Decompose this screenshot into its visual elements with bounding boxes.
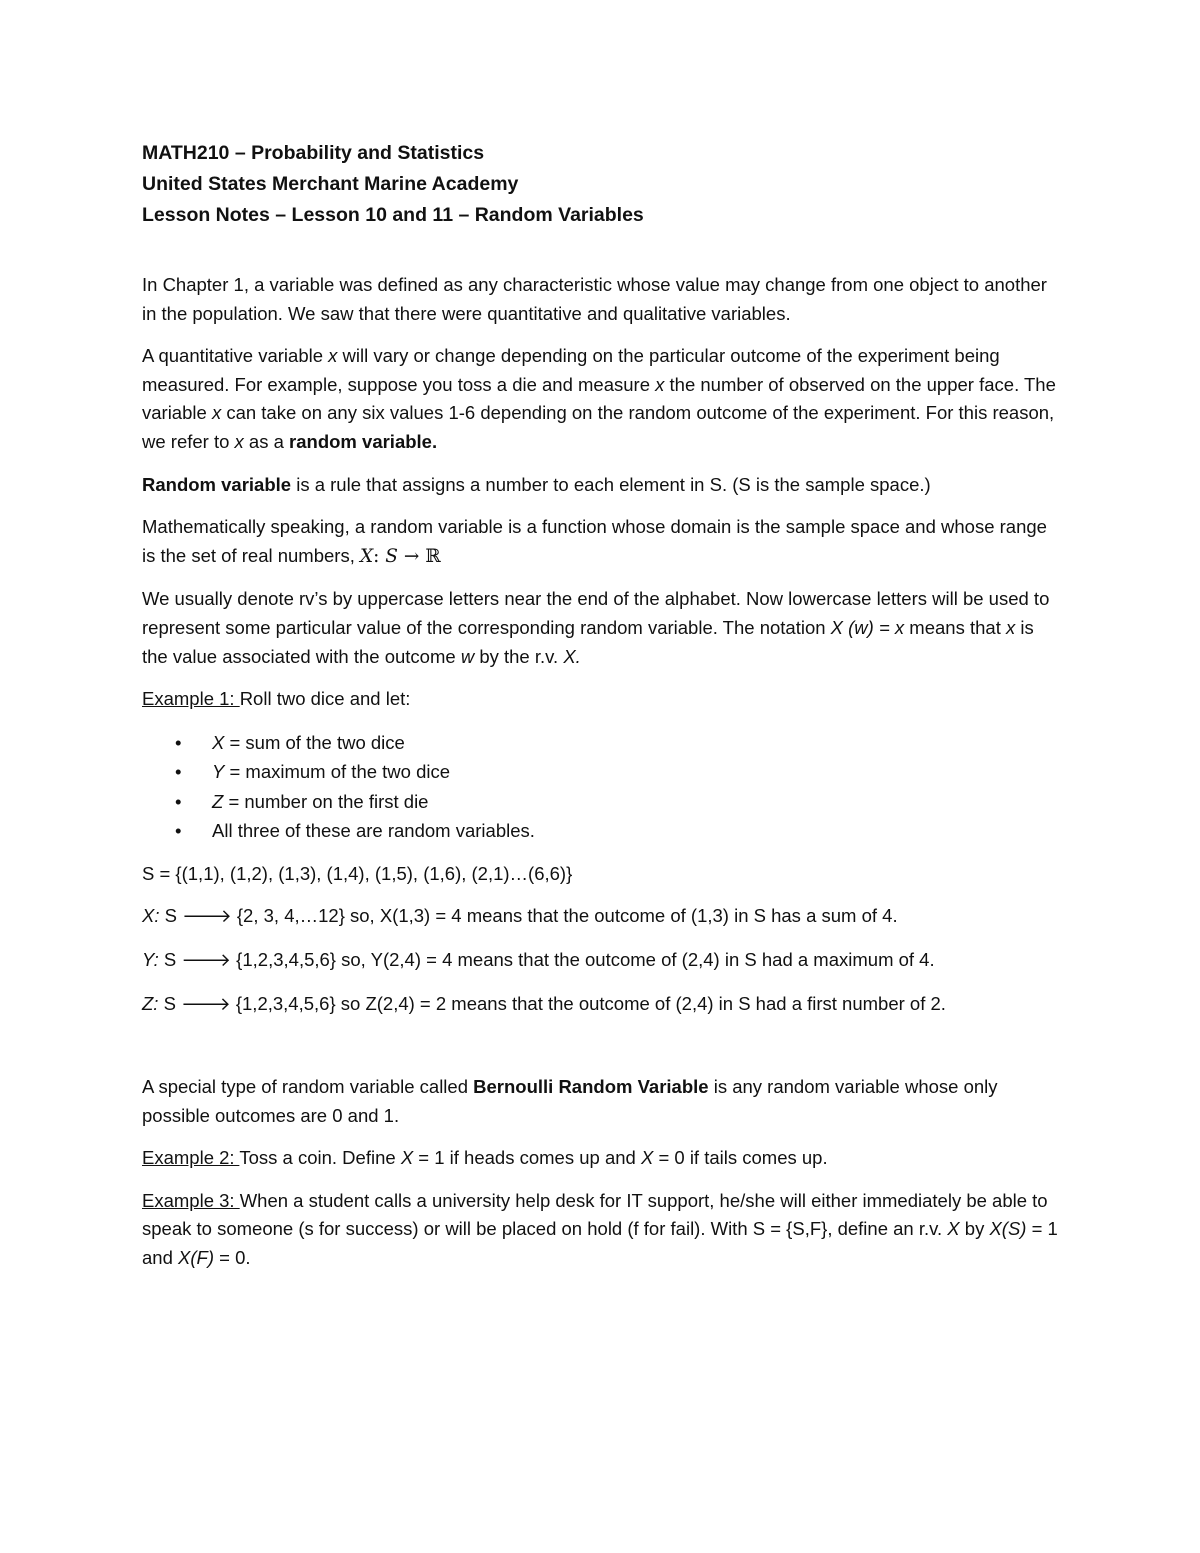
bullet-var: X xyxy=(212,731,225,753)
intro-paragraph: In Chapter 1, a variable was defined as any characteristic whose value may change from one object to another in the population. We saw that there were quantitative and qualitative variables. xyxy=(142,274,1047,324)
bullet-text: = number on the first die xyxy=(223,790,429,812)
var-X: X xyxy=(400,1147,414,1169)
list-item xyxy=(142,787,1058,817)
list-item xyxy=(142,757,1058,787)
text-run: is the value associated with the outcome xyxy=(142,616,1034,667)
bullet-text: = maximum of the two dice xyxy=(224,761,451,783)
example1-heading xyxy=(142,685,1058,714)
course-title: MATH210 – Probability and Statistics xyxy=(142,142,485,164)
right-arrow-icon: 🡒 xyxy=(181,949,232,971)
var-x: x xyxy=(234,430,244,452)
defined-term: Random variable xyxy=(142,473,292,495)
example3-paragraph xyxy=(142,1187,1058,1273)
bullet-var: Y xyxy=(212,761,225,783)
bold-term: Bernoulli Random Variable xyxy=(473,1076,709,1098)
title-block xyxy=(142,138,1058,231)
text-run: as a xyxy=(243,430,290,452)
bullet-icon: • xyxy=(175,761,182,783)
text-run: = 1 and xyxy=(142,1218,1058,1269)
definition-paragraph xyxy=(142,471,1058,500)
sample-space-line: S = {(1,1), (1,2), (1,3), (1,4), (1,5), (1,6), (2,1)…(6,6)} xyxy=(142,862,573,884)
math-reals: ℝ xyxy=(425,545,441,567)
text-run: the number of observed on the upper face. The variable xyxy=(142,373,1056,424)
bullet-var: Z xyxy=(212,790,224,812)
text-run: A special type of random variable called xyxy=(142,1076,474,1098)
math-colon: : xyxy=(373,545,386,567)
bullet-text: = sum of the two dice xyxy=(224,731,405,753)
var-w: w xyxy=(460,645,475,667)
right-arrow-icon: 🡒 xyxy=(181,993,231,1015)
list-item xyxy=(142,728,1058,758)
var-x: x xyxy=(211,402,222,424)
example-label: Example 2: xyxy=(142,1147,240,1169)
bullet-icon: • xyxy=(175,790,182,812)
text-run: A quantitative variable xyxy=(142,345,329,367)
bullet-icon: • xyxy=(175,731,182,753)
text-run: {1,2,3,4,5,6} so Z(2,4) = 2 means that the outcome of (2,4) in S had a first number of 2. xyxy=(230,992,946,1014)
var-x: x xyxy=(1005,616,1016,638)
example-text: Roll two dice and let: xyxy=(239,688,411,710)
lesson-title: Lesson Notes – Lesson 10 and 11 – Random Variables xyxy=(142,204,644,226)
bullet-text: All three of these are random variables. xyxy=(212,820,535,842)
document-page xyxy=(142,138,1058,1287)
mapping-line-y xyxy=(142,946,1058,976)
bernoulli-paragraph xyxy=(142,1073,1058,1130)
text-run: S xyxy=(159,905,183,927)
mapping-line-x xyxy=(142,902,1058,932)
var-XF: X(F) xyxy=(178,1247,214,1269)
text-run: Mathematically speaking, a random variable is a function whose domain is the sample space and whose range is the set of real numbers, xyxy=(142,516,1047,566)
text-run: can take on any six values 1-6 depending on the random outcome of the experiment. For this reason, we refer to xyxy=(142,402,1055,452)
text-run: S xyxy=(158,948,182,970)
math-definition-paragraph xyxy=(142,513,1058,571)
var-X: X xyxy=(640,1147,654,1169)
var-x: x xyxy=(328,345,338,367)
text-run: When a student calls a university help desk for IT support, he/she will either immediately be able to speak to someone (s for success) or will be placed on hold (f for fail). With S = {S,F}, define an r.v. xyxy=(142,1189,1048,1240)
example2-paragraph xyxy=(142,1144,1058,1173)
mapping-var: Z: xyxy=(142,992,159,1014)
text-run: by xyxy=(959,1218,990,1240)
bold-term: random variable. xyxy=(289,430,438,452)
math-S: S xyxy=(385,545,398,567)
text-run: = 0. xyxy=(213,1247,251,1269)
example-label: Example 3: xyxy=(142,1189,240,1211)
mapping-var: X: xyxy=(142,905,160,927)
right-arrow-icon: 🡒 xyxy=(182,906,232,928)
mapping-var: Y: xyxy=(142,948,159,970)
mapping-line-z xyxy=(142,990,1058,1020)
section-spacer xyxy=(142,1033,1058,1073)
list-item xyxy=(142,816,1058,846)
text-run: by the r.v. xyxy=(474,645,564,667)
text-run: = 0 if tails comes up. xyxy=(653,1147,828,1169)
text-run: {1,2,3,4,5,6} so, Y(2,4) = 4 means that the outcome of (2,4) in S had a maximum of 4. xyxy=(231,948,935,970)
text-run: means that xyxy=(904,616,1006,638)
var-X: X. xyxy=(563,645,581,667)
institution-title: United States Merchant Marine Academy xyxy=(142,173,519,195)
text-run: We usually denote rv’s by uppercase letters near the end of the alphabet. Now lowercase letters will be used to represent some particular value of the corresponding random variable. The notation xyxy=(142,588,1050,638)
text-run: Toss a coin. Define xyxy=(239,1147,401,1169)
example-label: Example 1: xyxy=(142,688,240,710)
definition-text: is a rule that assigns a number to each element in S. (S is the sample space.) xyxy=(291,473,931,495)
text-run: is any random variable whose only possible outcomes are 0 and 1. xyxy=(142,1076,998,1126)
math-arrow: → xyxy=(397,545,426,567)
notation-paragraph xyxy=(142,585,1058,671)
bullet-icon: • xyxy=(175,820,182,842)
text-run: will vary or change depending on the particular outcome of the experiment being measured. For example, suppose you toss a die and measure xyxy=(142,345,1000,395)
math-X: X xyxy=(360,545,374,567)
var-x: x xyxy=(655,373,665,395)
text-run: = 1 if heads comes up and xyxy=(413,1147,641,1169)
notation-expr: X (w) = x xyxy=(830,616,905,638)
text-run: S xyxy=(158,992,182,1014)
text-run: {2, 3, 4,…12} so, X(1,3) = 4 means that the outcome of (1,3) in S has a sum of 4. xyxy=(231,905,898,927)
example1-list xyxy=(142,728,1058,846)
var-X: X xyxy=(947,1218,960,1240)
var-XS: X(S) xyxy=(989,1218,1027,1240)
quantitative-paragraph xyxy=(142,342,1058,456)
